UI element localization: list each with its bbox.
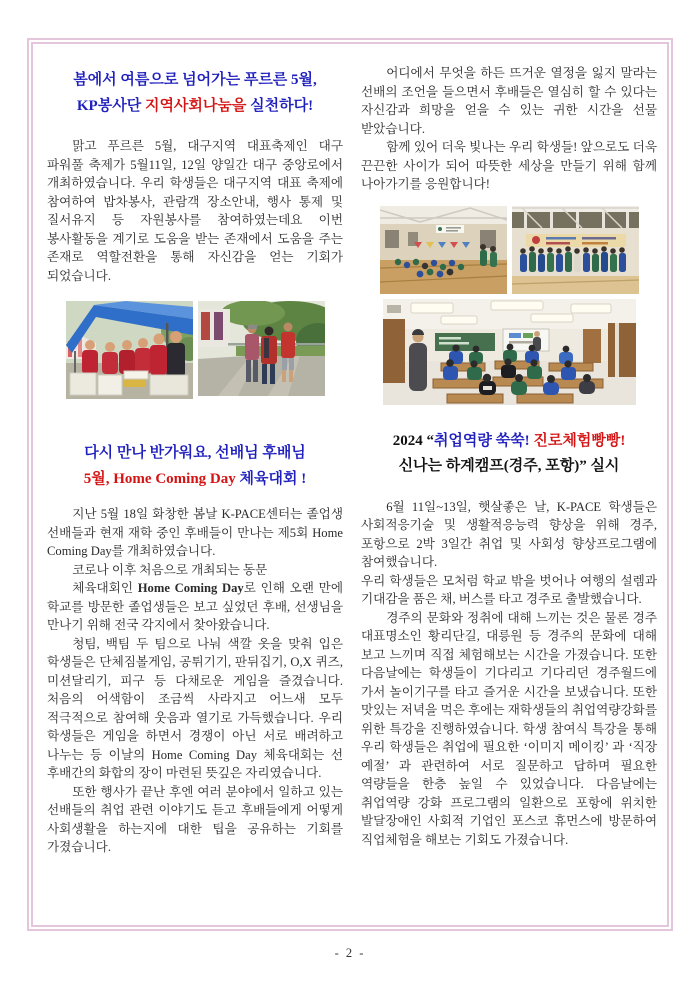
photo-volunteer-food-tent [66,301,193,399]
right-column [361,64,657,915]
gym-photo-row [361,206,657,294]
photo-classroom-lecture [383,299,636,405]
section3-paragraph-2: 우리 학생들은 모처럼 학교 밖을 벗어나 여행의 설렘과 기대감을 품은 채, 버스를 타고 경주로 출발했습니다. [361,573,657,606]
section2-title-line2: 5월, Home Coming Day 체육대회 ! [83,470,307,487]
photo-outdoor-volunteers [198,301,325,396]
intro-paragraph-2: 함께 있어 더욱 빛나는 우리 학생들! 앞으로도 더욱 끈끈한 사이가 되어 따뜻한 세상을 만들기 위해 함께 나아가기를 응원합니다! [361,140,657,191]
section1-photo-row [47,301,343,399]
section2-paragraph-3: 체육대회인 Home Coming Day로 인해 오랜 만에 학교를 방문한 졸업생들은 보고 싶었던 후배, 선생님을 만나기 위해 전국 각지에서 찾아왔습니다. [47,581,343,632]
section1-title [47,68,343,119]
section2-paragraph-5: 또한 행사가 끝난 후엔 여러 분야에서 일하고 있는 선배들의 취업 관련 이야기도 듣고 후배들에게 어떻게 사회생활을 하는지에 대한 팁을 공유하는 기회를 가졌습니다. [47,784,343,854]
photo-gym-group [512,206,639,294]
section3-title-line2: 신나는 하계캠프(경주, 포항)” 실시 [398,458,620,474]
photo-gym-assembly [380,206,507,294]
section2-title-line1: 다시 만나 반가워요, 선배님 후배님 [84,445,306,461]
section1-title-line1: 봄에서 여름으로 넘어가는 푸르른 5월, [73,72,317,88]
section3-paragraph-3: 경주의 문화와 정취에 대해 느끼는 것은 물론 경주 대표명소인 황리단길, 대릉원 등 경주의 문화에 대해 보고 느끼며 직접 체험해보는 시간을 가졌습니다. 또한 다음날에는 학생들이 기다리고 기다리던 경주월드에 가서 놀이기구를 타고 즐거운 시간을 보냈습니다. 또한 맛있는 저녁을 먹은 후에는 재학생들의 취업역량강화를 위한 특강을 진행하였습니다. 학생 참여식 특강을 통해 우리 학생들은 취업에 필요한 ‘이미지 메이킹’ 과 ‘직장 예절’ 과 관련하여 서로 질문하고 답하며 필요한 역량들을 한층 높일 수 있었습니다. 다음날에는 취업역량 강화 프로그램의 일환으로 포항에 위치한 발달장애인 사회적 기업인 포스코 휴먼스에 방문하여 직업체험을 해보는 기회도 가졌습니다. [361,610,657,847]
section3-title-line1: 2024 “취업역량 쑥쑥! 진로체험빵빵! [392,432,626,449]
left-column [47,64,343,915]
page-number: - 2 - [334,946,366,960]
classroom-photo-wrap [361,299,657,405]
section1-title-line2: KP봉사단 지역사회나눔을 실천하다! [76,97,314,114]
intro-paragraph-1: 어디에서 무엇을 하든 뜨거운 열정을 잃지 말라는 선배의 조언을 들으면서 후배들은 열심히 할 수 있다는 자신감과 희망을 얻을 수 있는 귀한 시간을 선물 받았습니다. [361,66,657,136]
section1-paragraph: 맑고 푸르른 5월, 대구지역 대표축제인 대구 파워풀 축제가 5월11일, 12일 양일간 대구 중앙로에서 개최하였습니다. 우리 학생들은 대구지역 대표 축제에 참여하여 밥차봉사, 관람객 장소안내, 행사 통제 및 질서유지 등 자원봉사를 참여하였는데요 이번 봉사활동을 계기로 도움을 받는 존재에서 도움을 주는 존재로 역할전환을 통해 자신감을 얻는 기회가 되었습니다. [47,139,343,283]
section2-paragraph-4: 청팀, 백팀 두 팀으로 나눠 색깔 옷을 맞춰 입은 학생들은 단체짐볼게임, 공튀기기, 판뒤집기, O,X 퀴즈, 미션달리기, 피구 등 다채로운 게임을 즐겼습니다. 처음의 어색함이 조금씩 사라지고 어느새 모두 적극적으로 참여해 웃음과 열기로 가득했습니다. 우리 학생들은 게임을 하면서 경쟁이 아닌 서로 배려하고 나누는 등 이날의 Home Coming Day 체육대회는 선 후배간의 화합의 장이 마련된 뜻깊은 자리였습니다. [47,636,343,780]
page-frame [27,38,673,931]
bold-home-coming-day: Home Coming Day [137,581,244,595]
section3-paragraph-1: 6월 11일~13일, 햇살좋은 날, K-PACE 학생들은 사회적응기술 및 생활적응능력 향상을 위해 경주, 포항으로 2박 3일간 취업 및 사회성 향상프로그램에 참여했습니다. [361,499,657,569]
section2-paragraph-1: 지난 5월 18일 화창한 봄날 K-PACE센터는 졸업생 선배들과 현재 재학 중인 후배들이 만나는 제5회 Home Coming Day를 개최하였습니다. [47,507,343,558]
section2-title [47,441,343,492]
section3-title [361,429,657,480]
section2-paragraph-2: 코로나 이후 처음으로 개최되는 동문 [72,562,268,577]
